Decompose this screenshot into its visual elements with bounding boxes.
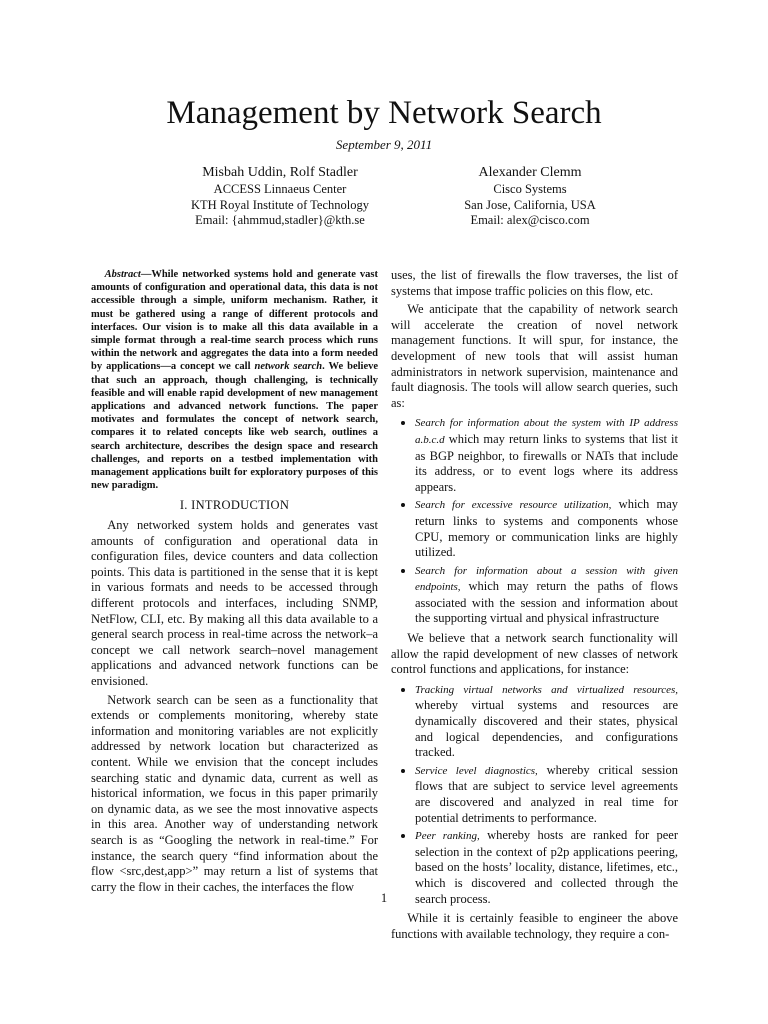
body-paragraph: We anticipate that the capability of network search will accelerate the creation of novel network management functions. It will spur, for instance, the development of new tools that will assist human administrators in network supervision, maintenance and fault diagnosis. The tools will allow search queries, such as: [391,302,678,410]
body-paragraph: While it is certainly feasible to engineer the above functions with available technology, they require a con- [391,911,678,941]
list-item [415,682,678,761]
list-item [415,497,678,560]
application-list [391,682,678,907]
abstract-label: Abstract [104,269,141,280]
list-item-lead: Service level diagnostics, [415,764,538,777]
list-item-text: which may return the paths of flows associated with the session and information about the supporting virtual and physical infrastructure [415,579,678,626]
author-name: Alexander Clemm [478,165,582,180]
author-affiliation: ACCESS Linnaeus Center [213,182,347,196]
author-affiliation: KTH Royal Institute of Technology [190,197,370,212]
list-item-lead: Tracking virtual networks and virtualized resources, [415,683,678,696]
query-list [391,415,678,627]
abstract-text: —While networked systems hold and generate vast amounts of configuration and operational data, this data is not accessible through a simple, uniform mechanism. Rather, it must be gathered using a range of different protocols and interfaces. Our vision is to make all this data available in a simple format through a real-time search process which runs within the network and aggregates the data into a form needed by applications—a concept we call [91,269,378,373]
list-item [415,763,678,826]
list-item-text: whereby critical session flows that are subject to service level agreements are discovered and analyzed in real time for potential detriments to performance. [415,762,678,825]
author-affiliation: San Jose, California, USA [464,197,596,212]
section-heading: I. INTRODUCTION [179,498,290,513]
body-paragraph: Network search can be seen as a functionality that extends or complements monitoring, whereby state information and monitoring variables are not explicitly addressed by network location but characterized as content. While we envision that the concept includes searching static and dynamic data, current as well as historical information, we focus in this paper primarily on dynamic data, as we see the most innovative aspects in this area. Another way of understanding network search is as “Googling the network in real-time.” For instance, the search query “find information about the flow <src,dest,app>” may return a list of systems that carry the flow in their caches, the interfaces the flow [91,692,378,894]
list-item-text: which may return links to systems and components whose CPU, memory or communication links are highly utilized. [415,497,678,560]
list-item-text: whereby hosts are ranked for peer selection in the context of p2p applications peering, based on the hosts’ locality, distance, lifetimes, etc., which is discovered and collected through the search process. [415,828,679,906]
author-email: Email: alex@cisco.com [470,213,590,227]
left-column [91,268,378,895]
list-item-text: whereby virtual systems and resources are dynamically discovered and their states, physical and logical dependencies, and configurations tracked. [415,698,678,760]
list-item-lead: Search for excessive resource utilization, [415,499,612,512]
paper-title: Management by Network Search [166,95,602,131]
abstract-text: . We believe that such an approach, though challenging, is technically feasible and will enable rapid development of new management applications and advanced network functions. The paper motivates and formulates the concept of network search, compares it to related concepts like web search, outlines a search architecture, describes the design space and research challenges, and reports on a testbed implementation with management applications built for exploratory purposes of this new paradigm. [91,361,379,492]
body-paragraph: Any networked system holds and generates vast amounts of configuration and operational data in configuration files, device counters and data collection points. This data is partitioned in the sense that it is kept in various formats and needs to be accessed through different protocols and interfaces, including SNMP, NetFlow, CLI, etc. By making all this data available to a general search process in real-time across the network–a concept we call network search–novel management applications and advanced network functions can be envisioned. [91,518,378,688]
list-item-lead: Search for information about a session with given endpoints, [415,564,678,594]
author-block-cisco [410,163,650,229]
author-email: Email: {ahmmud,stadler}@kth.se [195,213,365,227]
list-item-text: which may return links to systems that list it as BGP neighbor, to firewalls or NATs that include its address, or to event logs where its address appears. [415,431,678,494]
author-name: Misbah Uddin, Rolf Stadler [202,165,358,180]
author-block-kth [150,163,410,229]
right-column [391,268,678,942]
body-paragraph: uses, the list of firewalls the flow traverses, the list of systems that impose traffic policies on this flow, etc. [391,268,678,298]
paper-date: September 9, 2011 [335,137,433,152]
abstract [91,268,378,492]
abstract-term: network search [254,361,323,373]
list-item [415,415,678,495]
list-item-lead: Search for information about the system with IP address a.b.c.d [415,417,678,446]
list-item [415,563,678,627]
list-item-lead: Peer ranking, [415,830,480,843]
author-affiliation: Cisco Systems [493,182,567,196]
body-paragraph: We believe that a network search functionality will allow the rapid development of new classes of network control functions and applications, for instance: [391,631,678,677]
page-number: 1 [380,891,388,905]
